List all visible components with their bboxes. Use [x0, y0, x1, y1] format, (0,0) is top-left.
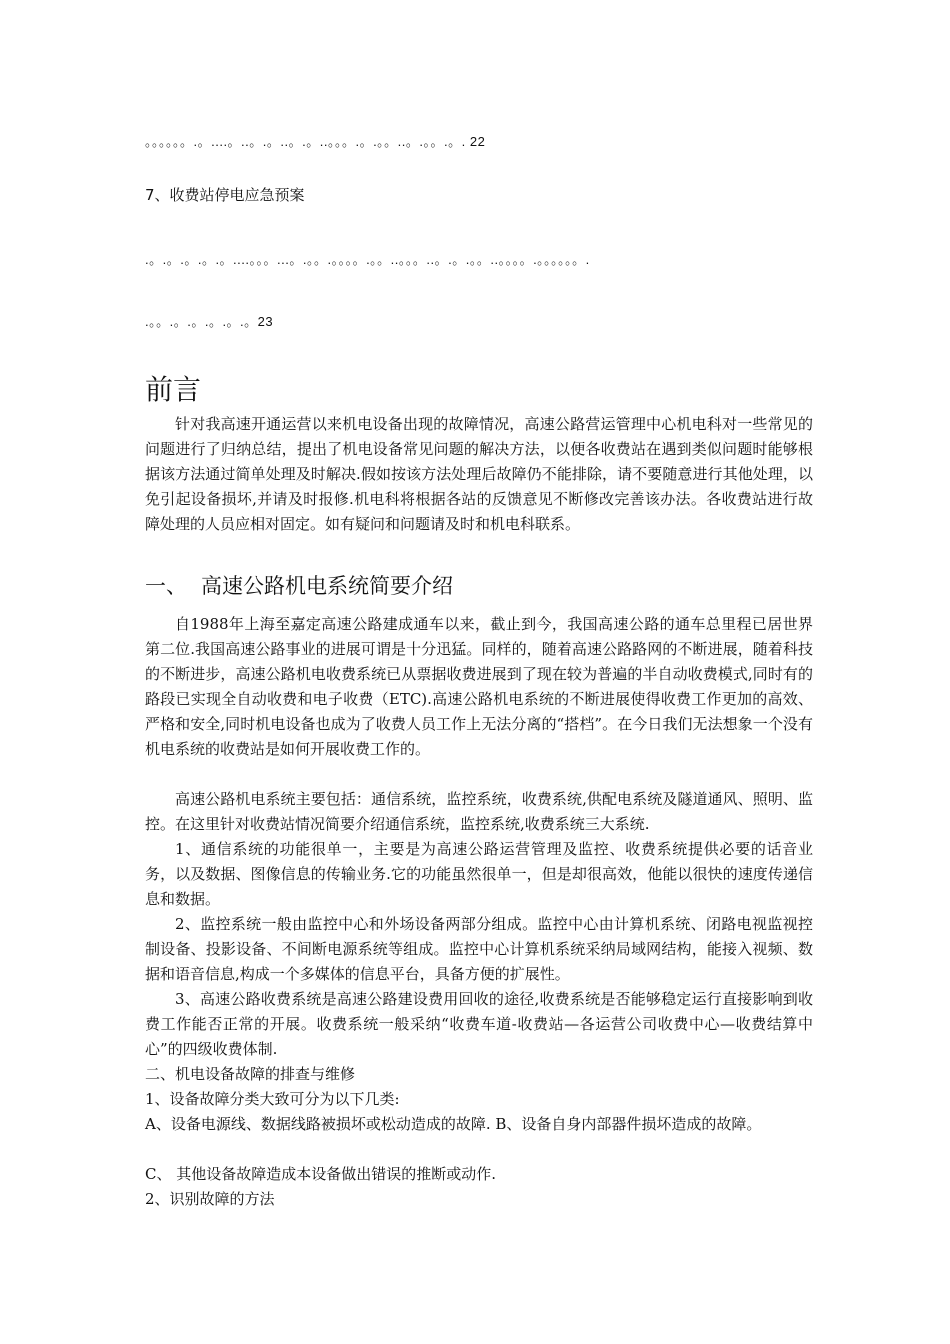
section-1-paragraph-1: 自1988年上海至嘉定高速公路建成通车以来，截止到今，我国高速公路的通车总里程已居世界第二位.我国高速公路事业的进展可谓是十分迅猛。同样的，随着高速公路路网的不断进展，随着科技的不断进步，高速公路机电收费系统已从票据收费进展到了现在较为普遍的半自动收费模式,同时有的路段已实现全自动收费和电子收费（ETC).高速公路机电系统的不断进展使得收费工作更加的高效、严格和安全,同时机电设备也成为了收费人员工作上无法分离的“搭档”。在今日我们无法想象一个没有机电系统的收费站是如何开展收费工作的。 — [145, 615, 813, 758]
toc-leader-line-1: 。。。。。。.。....。..。.。..。.。..。。。.。.。。..。.。。.。. 22 — [145, 134, 486, 149]
section-2-item-c: C、 其他设备故障造成本设备做出错误的推断或动作. — [145, 1165, 497, 1183]
section-1-title: 高速公路机电系统简要介绍 — [201, 574, 453, 598]
section-2-heading: 二、机电设备故障的排查与维修 — [145, 1065, 356, 1083]
section-1-paragraph-5: 3、高速公路收费系统是高速公路建设费用回收的途径,收费系统是否能够稳定运行直接影响到收费工作能否正常的开展。收费系统一般采纳“收费车道-收费站—各运营公司收费中心—收费结算中心”的四级收费体制. — [145, 990, 813, 1058]
section-2-item-a-b: A、设备电源线、数据线路被损坏或松动造成的故障. B、设备自身内部器件损坏造成的故障。 — [145, 1115, 762, 1133]
preface-heading: 前言 — [145, 373, 202, 406]
toc-leader-line-3: .。。.。.。.。.。.。23 — [145, 314, 274, 329]
section-2-item-1: 1、设备故障分类大致可分为以下几类: — [145, 1090, 400, 1108]
section-1-paragraph-3: 1、通信系统的功能很单一，主要是为高速公路运营管理及监控、收费系统提供必要的话音业务，以及数据、图像信息的传输业务.它的功能虽然很单一，但是却很高效，他能以很快的速度传递信息和数据。 — [145, 840, 813, 908]
toc-leader-line-2: .。.。.。.。.。....。。。...。.。。.。。。。.。。..。。。..。.。.。。..。。。。.。。。。。。. — [145, 252, 590, 267]
section-1-paragraph-2: 高速公路机电系统主要包括：通信系统，监控系统，收费系统,供配电系统及隧道通风、照明、监控。在这里针对收费站情况简要介绍通信系统，监控系统,收费系统三大系统. — [145, 790, 813, 833]
section-1-paragraph-4: 2、监控系统一般由监控中心和外场设备两部分组成。监控中心由计算机系统、闭路电视监视控制设备、投影设备、不间断电源系统等组成。监控中心计算机系统采纳局域网结构，能接入视频、数据和语音信息,构成一个多媒体的信息平台，具备方便的扩展性。 — [145, 915, 813, 983]
toc-item-7-title: 7、收费站停电应急预案 — [145, 186, 305, 204]
preface-paragraph: 针对我高速开通运营以来机电设备出现的故障情况，高速公路营运管理中心机电科对一些常见的问题进行了归纳总结，提出了机电设备常见问题的解决方法，以便各收费站在遇到类似问题时能够根据该方法通过简单处理及时解决.假如按该方法处理后故障仍不能排除，请不要随意进行其他处理，以免引起设备损坏,并请及时报修.机电科将根据各站的反馈意见不断修改完善该办法。各收费站进行故障处理的人员应相对固定。如有疑问和问题请及时和机电科联系。 — [145, 415, 813, 533]
section-2-item-2: 2、识别故障的方法 — [145, 1190, 275, 1208]
section-1-number: 一、 — [145, 574, 187, 598]
section-1-heading — [145, 572, 453, 600]
